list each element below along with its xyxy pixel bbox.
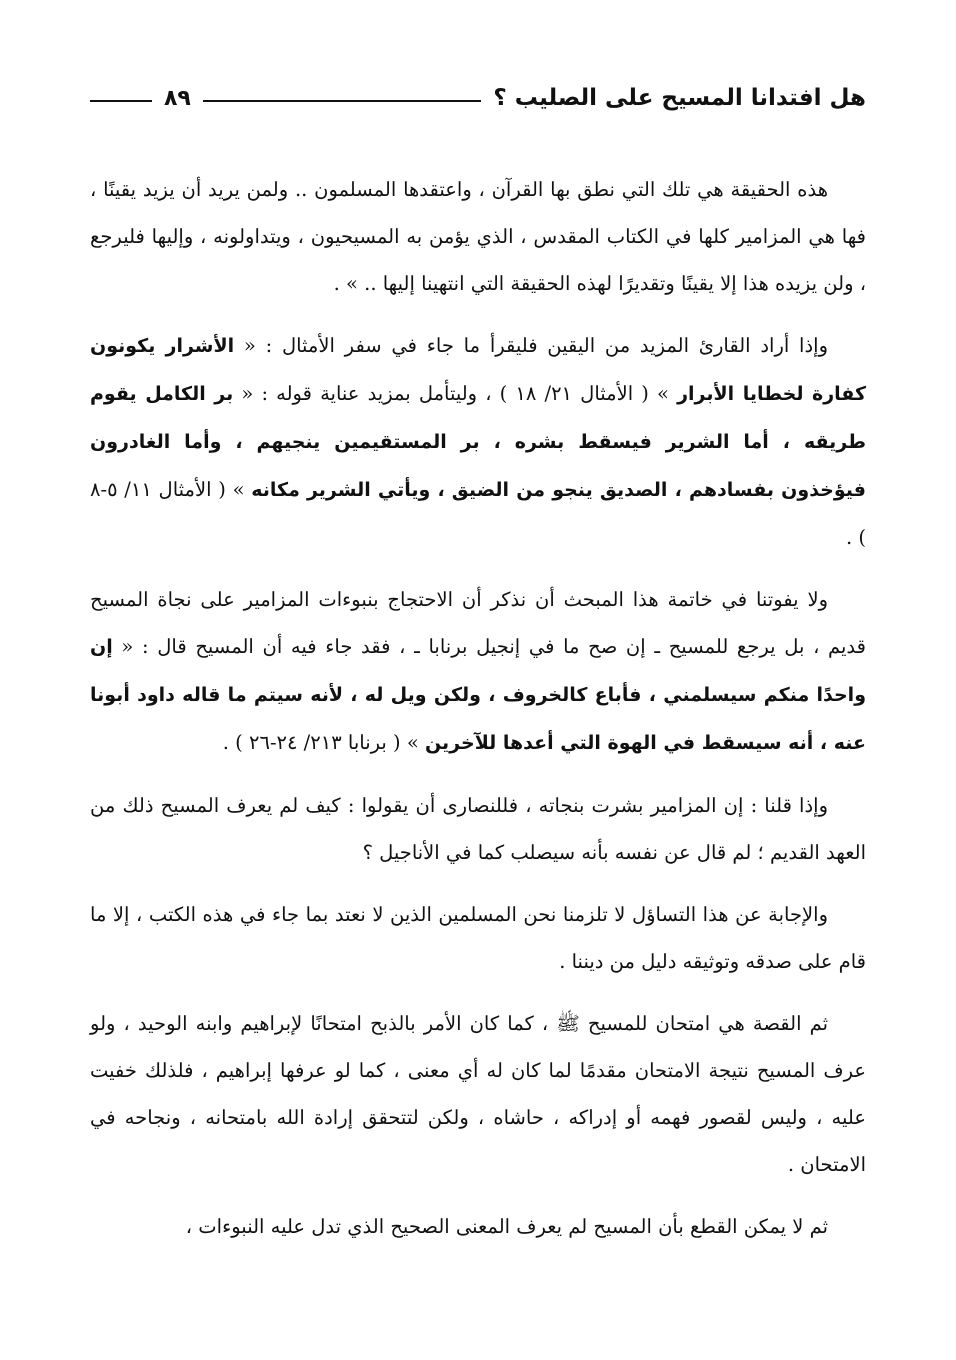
paragraph-5: والإجابة عن هذا التساؤل لا تلزمنا نحن المسلمين الذين لا نعتد بما جاء في هذه الكتب ، إلا ما قام على صدقه وتوثيقه دليل من ديننا . (90, 903, 866, 973)
header-rule-end (90, 100, 152, 102)
proverbs-citation-1: » ( الأمثال ٢١/ ١٨ ) ، وليتأمل بمزيد عناية قوله : « (233, 382, 678, 405)
paragraph-2 (90, 322, 866, 561)
running-header (90, 70, 866, 126)
paragraph-1: هذه الحقيقة هي تلك التي نطق بها القرآن ، واعتقدها المسلمون .. ولمن يريد أن يزيد يقينًا ، فها هي المزامير كلها في الكتاب المقدس ، الذي يؤمن به المسيحيون ، ويتداولونه ، وإليها فليرجع ، ولن يزيده هذا إلا يقينًا وتقديرًا لهذه الحقيقة التي انتهينا إليها .. » . (90, 178, 866, 295)
header-rule (203, 100, 482, 102)
barnabas-citation: » ( برنابا ٢١٣/ ٢٤-٢٦ ) . (222, 731, 425, 754)
running-title: هل افتدانا المسيح على الصليب ؟ (493, 85, 866, 111)
paragraph-3 (90, 576, 866, 767)
proverbs-citation-2: » ( الأمثال ١١/ ٥-٨ ) . (90, 478, 866, 549)
proverbs-quote-2: بر الكامل يقوم طريقه ، أما الشرير فيسقط بشره ، بر المستقيمين ينجيهم ، وأما الغادرون فيؤخذون بفسادهم ، الصديق ينجو من الضيق ، ويأتي الشرير مكانه (90, 383, 866, 501)
paragraph-6: ثم القصة هي امتحان للمسيح ﷺ ، كما كان الأمر بالذبح امتحانًا لإبراهيم وابنه الوحيد ، ولو عرف المسيح نتيجة الامتحان مقدمًا لما كان له أي معنى ، كما لو عرفها إبراهيم ، فلذلك خفيت عليه ، وليس لقصور فهمه أو إدراكه ، حاشاه ، ولكن لتتحقق إرادة الله بامتحانه ، ونجاحه في الامتحان . (90, 1012, 866, 1176)
book-page (90, 70, 866, 1265)
paragraph-2-intro: وإذا أراد القارئ المزيد من اليقين فليقرأ ما جاء في سفر الأمثال : « (234, 334, 828, 357)
paragraph-4: وإذا قلنا : إن المزامير بشرت بنجاته ، فللنصارى أن يقولوا : كيف لم يعرف المسيح ذلك من العهد القديم ؛ لم قال عن نفسه بأنه سيصلب كما في الأناجيل ؟ (90, 794, 866, 864)
barnabas-quote: إن واحدًا منكم سيسلمني ، فأباع كالخروف ، ولكن ويل له ، لأنه سيتم ما قاله داود أبونا عنه ، أنه سيسقط في الهوة التي أعدها للآخرين (90, 636, 866, 754)
page-number: ٨٩ (164, 85, 191, 111)
body-text (90, 166, 866, 1250)
proverbs-quote-1: الأشرار يكونون كفارة لخطايا الأبرار (90, 335, 867, 405)
paragraph-7: ثم لا يمكن القطع بأن المسيح لم يعرف المعنى الصحيح الذي تدل عليه النبوءات ، (185, 1215, 828, 1238)
paragraph-3-intro: ولا يفوتنا في خاتمة هذا المبحث أن نذكر أن الاحتجاج بنبوءات المزامير على نجاة المسيح قديم ، بل يرجع للمسيح ـ إن صح ما في إنجيل برنابا ـ ، فقد جاء فيه أن المسيح قال : « (90, 588, 866, 658)
